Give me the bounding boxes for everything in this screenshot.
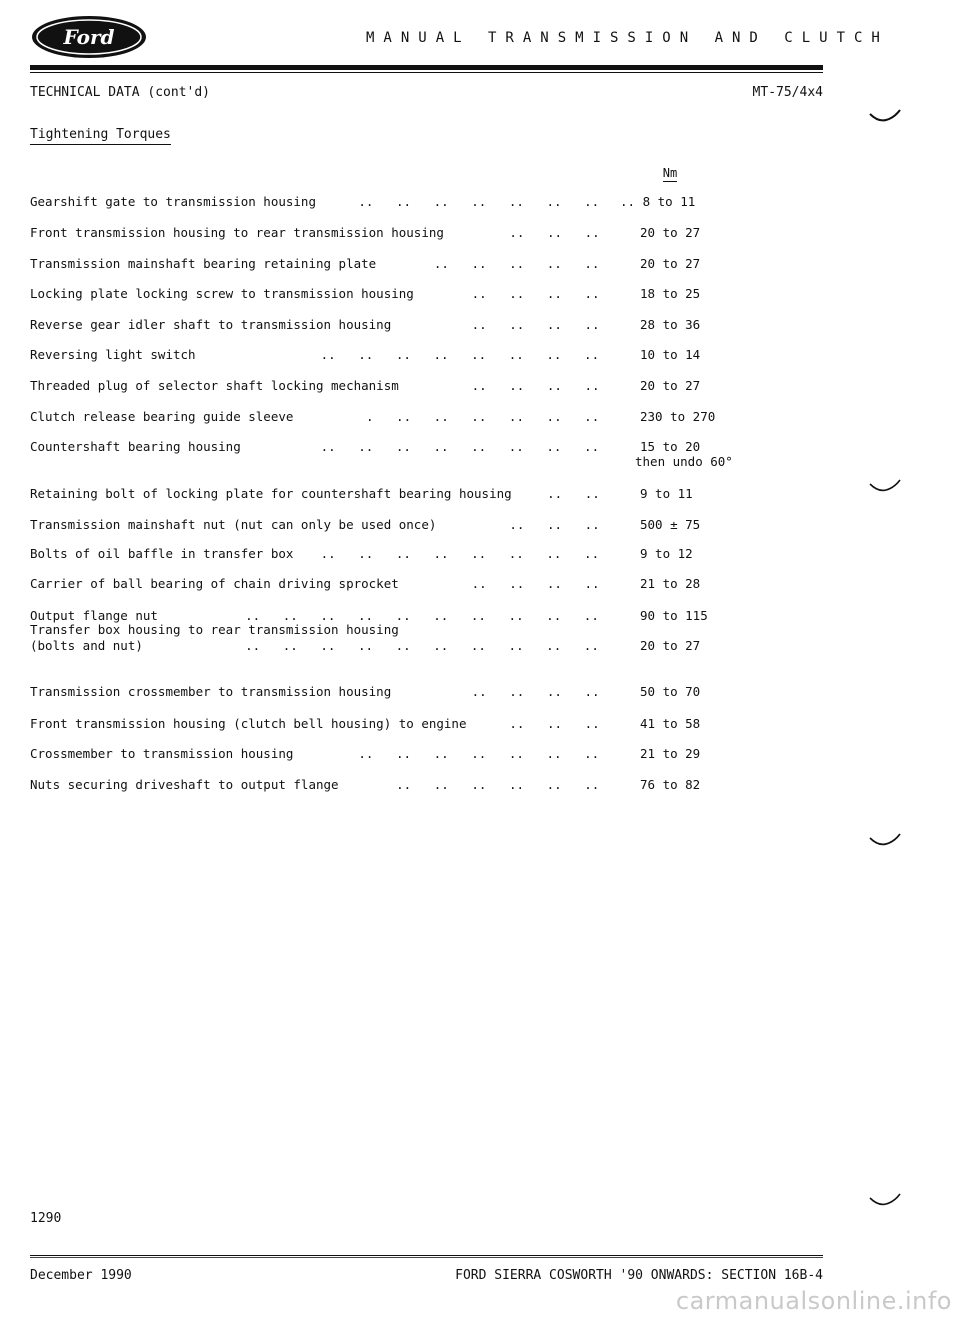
leader-dots: .. .. .. xyxy=(509,716,600,731)
check-mark-icon xyxy=(868,1192,904,1212)
leader-dots: .. .. .. .. xyxy=(471,576,600,591)
torque-value: 21 to 29 xyxy=(640,746,701,761)
leader-dots: .. .. .. xyxy=(509,517,600,532)
torque-description: Retaining bolt of locking plate for countershaft bearing housing xyxy=(30,486,512,501)
leader-dots: .. .. .. .. .. .. .. .. .. .. xyxy=(245,608,599,623)
torque-value: 20 to 27 xyxy=(640,256,701,271)
footer-date: December 1990 xyxy=(30,1268,132,1283)
torque-value: 41 to 58 xyxy=(640,716,701,731)
section-label: TECHNICAL DATA (cont'd) xyxy=(30,85,211,100)
watermark: carmanualsonline.info xyxy=(675,1287,952,1315)
leader-dots: .. .. .. .. xyxy=(471,378,600,393)
leader-dots: .. .. .. .. .. .. .. .. xyxy=(320,439,600,454)
leader-dots: .. .. .. .. xyxy=(471,684,600,699)
leader-dots: .. .. .. .. .. .. .. .. .. .. xyxy=(245,638,599,653)
torque-description: Nuts securing driveshaft to output flange xyxy=(30,777,339,792)
leader-dots: .. .. .. .. .. .. .. xyxy=(358,194,600,209)
torque-description: Crossmember to transmission housing xyxy=(30,746,294,761)
leader-dots: .. .. .. .. .. xyxy=(433,256,600,271)
torque-value: 20 to 27 xyxy=(640,225,701,240)
torque-value: 9 to 11 xyxy=(640,486,693,501)
unit-header xyxy=(650,166,690,182)
torque-value: 28 to 36 xyxy=(640,317,701,332)
footer-rule-thin xyxy=(30,1257,823,1258)
leader-dots: .. .. .. .. .. .. .. .. xyxy=(320,546,600,561)
torque-description: Transmission crossmember to transmission housing xyxy=(30,684,392,699)
torque-value-note: then undo 60° xyxy=(635,454,733,469)
torque-value: .. 8 to 11 xyxy=(620,194,696,209)
torque-description: Front transmission housing (clutch bell housing) to engine xyxy=(30,716,467,731)
leader-dots: .. .. .. xyxy=(509,225,600,240)
torque-description: Transfer box housing to rear transmission housing xyxy=(30,622,399,637)
check-mark-icon xyxy=(868,478,904,498)
torque-description: Carrier of ball bearing of chain driving sprocket xyxy=(30,576,399,591)
torque-value: 21 to 28 xyxy=(640,576,701,591)
torque-value: 500 ± 75 xyxy=(640,517,701,532)
header-rule-thin xyxy=(30,72,823,73)
footer-rule xyxy=(30,1255,823,1256)
torque-description: Bolts of oil baffle in transfer box xyxy=(30,546,294,561)
torque-description: Reversing light switch xyxy=(30,347,196,362)
page-number: 1290 xyxy=(30,1211,62,1226)
torque-description: Front transmission housing to rear transmission housing xyxy=(30,225,444,240)
torque-description: Gearshift gate to transmission housing xyxy=(30,194,316,209)
torque-value: 18 to 25 xyxy=(640,286,701,301)
torque-value: 20 to 27 xyxy=(640,638,701,653)
leader-dots: .. .. .. .. xyxy=(471,286,600,301)
check-mark-icon xyxy=(868,108,904,128)
torque-description: Countershaft bearing housing xyxy=(30,439,241,454)
torque-description: Threaded plug of selector shaft locking mechanism xyxy=(30,378,399,393)
torque-description: Clutch release bearing guide sleeve xyxy=(30,409,294,424)
torque-value: 20 to 27 xyxy=(640,378,701,393)
ford-logo xyxy=(30,14,148,60)
torque-value: 10 to 14 xyxy=(640,347,701,362)
torque-description: Transmission mainshaft nut (nut can only be used once) xyxy=(30,517,437,532)
leader-dots: .. .. .. .. .. .. xyxy=(396,777,600,792)
torque-description: Locking plate locking screw to transmission housing xyxy=(30,286,414,301)
torque-description: Output flange nut xyxy=(30,608,158,623)
torque-value: 90 to 115 xyxy=(640,608,708,623)
leader-dots: . .. .. .. .. .. .. xyxy=(365,409,600,424)
section-subheading: Tightening Torques xyxy=(30,127,171,145)
leader-dots: .. .. .. .. xyxy=(471,317,600,332)
document-code: MT-75/4x4 xyxy=(752,85,823,100)
page-title: MANUAL TRANSMISSION AND CLUTCH xyxy=(366,30,889,46)
torque-description: Reverse gear idler shaft to transmission housing xyxy=(30,317,392,332)
leader-dots: .. .. xyxy=(547,486,600,501)
torque-value: 76 to 82 xyxy=(640,777,701,792)
ford-logo-text: Ford xyxy=(63,25,115,49)
torque-description-cont: (bolts and nut) xyxy=(30,638,143,653)
footer-publication: FORD SIERRA COSWORTH '90 ONWARDS: SECTION 16B-4 xyxy=(455,1268,823,1283)
check-mark-icon xyxy=(868,832,904,852)
torque-description: Transmission mainshaft bearing retaining plate xyxy=(30,256,377,271)
header-rule xyxy=(30,65,823,70)
torque-value: 15 to 20 xyxy=(640,439,701,454)
torque-value: 50 to 70 xyxy=(640,684,701,699)
torque-value: 9 to 12 xyxy=(640,546,693,561)
leader-dots: .. .. .. .. .. .. .. .. xyxy=(320,347,600,362)
leader-dots: .. .. .. .. .. .. .. xyxy=(358,746,600,761)
torque-value: 230 to 270 xyxy=(640,409,716,424)
unit-label: Nm xyxy=(662,166,678,180)
